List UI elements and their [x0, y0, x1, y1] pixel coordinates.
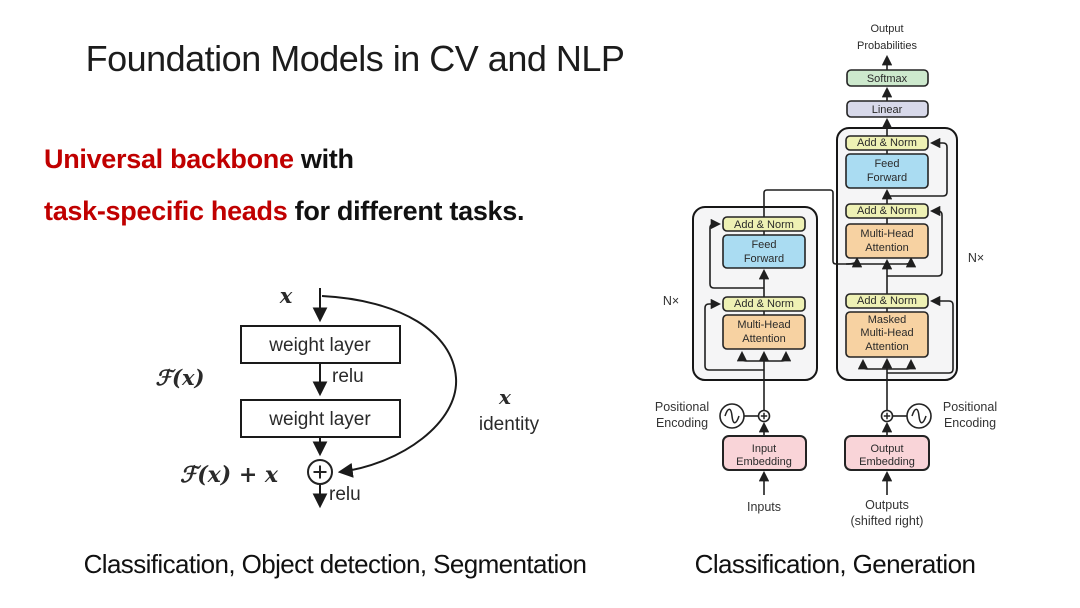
transformer-diagram	[620, 0, 1080, 540]
subtitle-emphasis-1: Universal backbone	[44, 144, 294, 174]
relu-label-bottom: relu	[329, 484, 361, 505]
page-title: Foundation Models in CV and NLP	[85, 38, 625, 79]
encoder-mha-label-2: Attention	[742, 333, 786, 345]
decoder-mha-label-2: Attention	[865, 242, 909, 254]
plus-circle-icon-right	[882, 411, 893, 422]
plus-circle-icon	[308, 460, 332, 484]
decoder-add-norm-3-label: Add & Norm	[857, 295, 917, 307]
encoder-feed-forward-label-2: Forward	[743, 253, 785, 265]
inputs-label: Inputs	[746, 500, 782, 514]
input-embedding-label-1: Input	[751, 443, 777, 455]
subtitle-plain-1: with	[293, 144, 354, 174]
resnet-diagram	[150, 270, 570, 530]
resnet-input-label: x	[279, 283, 293, 308]
resnet-connection-lines	[320, 288, 456, 506]
masked-mha-label-2: Multi-Head	[860, 327, 914, 339]
outputs-label: Outputs	[865, 498, 909, 512]
output-probabilities-line-2: Probabilities	[857, 40, 917, 52]
decoder-add-norm-1-label: Add & Norm	[857, 137, 917, 149]
masked-mha-label-1: Masked	[867, 314, 907, 326]
output-embedding-label-1: Output	[870, 443, 904, 455]
subtitle-emphasis-2: task-specific heads	[44, 196, 288, 226]
n-times-label-left: N×	[662, 294, 680, 308]
weight-layer-label-2: weight layer	[269, 409, 371, 430]
decoder-feed-forward-label-2: Forward	[866, 172, 908, 184]
f-of-x-plus-x-label: ℱ(x) + x	[179, 462, 279, 488]
encoder-add-norm-2-label: Add & Norm	[734, 298, 794, 310]
caption-cv-tasks: Classification, Object detection, Segmentation	[83, 549, 587, 579]
identity-label: identity	[478, 414, 540, 435]
subtitle	[44, 133, 684, 237]
decoder-mha-label-1: Multi-Head	[860, 228, 914, 240]
sine-wave-icon-right	[907, 404, 931, 428]
linear-label: Linear	[871, 104, 903, 116]
softmax-label: Softmax	[866, 73, 908, 85]
encoder-mha-label-1: Multi-Head	[737, 319, 791, 331]
positional-encoding-left-label-1: Positional	[654, 400, 710, 414]
masked-mha-label-3: Attention	[865, 341, 909, 353]
f-of-x-label: ℱ(x)	[155, 365, 205, 390]
identity-x-label: x	[499, 385, 511, 409]
encoder-feed-forward-label-1: Feed	[751, 239, 777, 251]
decoder-add-norm-2-label: Add & Norm	[857, 205, 917, 217]
relu-label-mid: relu	[332, 366, 364, 387]
encoder-add-norm-1-label: Add & Norm	[734, 219, 794, 231]
plus-circle-icon-left	[759, 411, 770, 422]
positional-encoding-left-label-2: Encoding	[655, 416, 709, 430]
weight-layer-label-1: weight layer	[269, 335, 371, 356]
subtitle-plain-2: for different tasks.	[287, 196, 525, 226]
caption-nlp-tasks: Classification, Generation	[694, 549, 976, 579]
encoder-stack-container	[693, 207, 817, 380]
outputs-shifted-right-label: (shifted right)	[850, 514, 924, 528]
sine-wave-icon-left	[720, 404, 744, 428]
positional-encoding-right-label-1: Positional	[942, 400, 998, 414]
positional-encoding-right-label-2: Encoding	[943, 416, 997, 430]
n-times-label-right: N×	[967, 251, 985, 265]
output-embedding-label-2: Embedding	[859, 456, 915, 468]
input-embedding-label-2: Embedding	[736, 456, 792, 468]
output-probabilities-line-1: Output	[870, 23, 904, 35]
decoder-feed-forward-label-1: Feed	[874, 158, 900, 170]
